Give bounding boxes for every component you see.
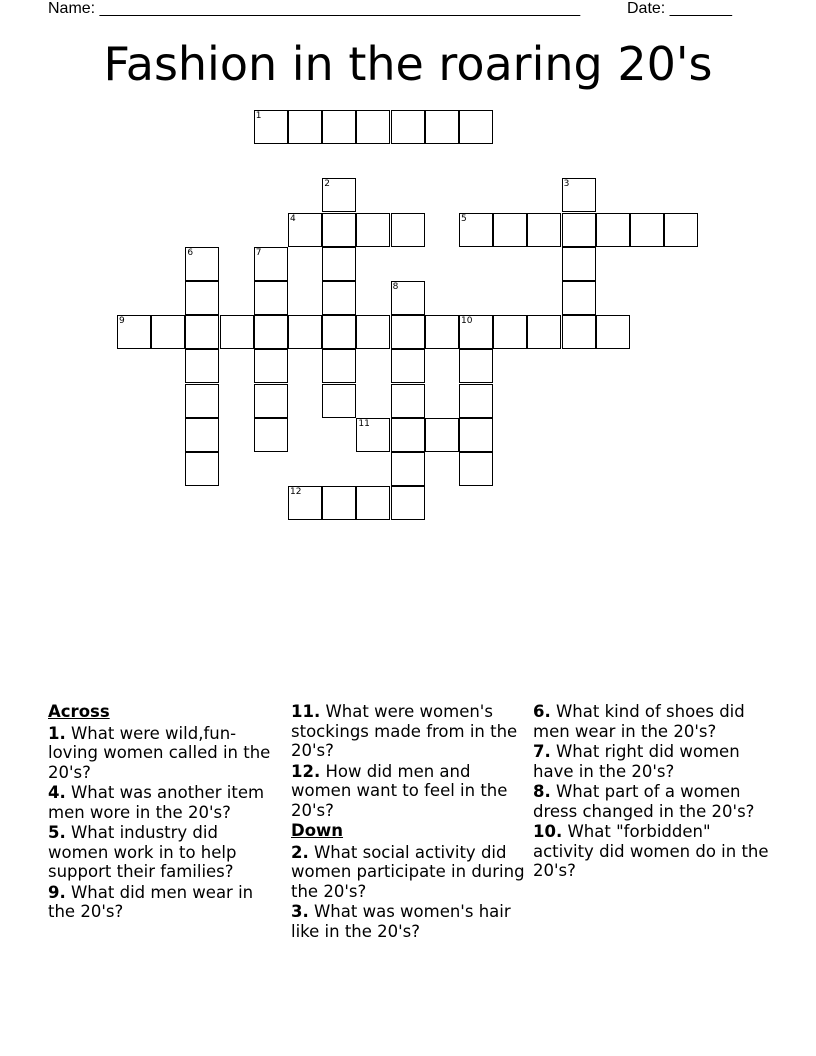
crossword-cell[interactable] bbox=[459, 384, 493, 418]
clue-across-1 bbox=[48, 724, 280, 783]
cell-number: 7 bbox=[255, 247, 262, 258]
cell-number: 3 bbox=[563, 179, 570, 190]
crossword-cell[interactable] bbox=[288, 213, 322, 247]
name-field-label: Name: ______________________________________________________ bbox=[48, 0, 581, 17]
clue-text: What were women's stockings made from in the 20's? bbox=[291, 702, 518, 760]
clue-down-6 bbox=[533, 702, 773, 741]
cell-number: 10 bbox=[461, 316, 473, 327]
cell-number: 8 bbox=[392, 282, 399, 292]
crossword-cell[interactable] bbox=[322, 247, 356, 281]
clue-text: What social activity did women participate in during the 20's? bbox=[291, 842, 525, 901]
clue-number: 11. bbox=[291, 702, 321, 721]
crossword-cell[interactable] bbox=[493, 213, 527, 247]
clue-across-11 bbox=[291, 702, 527, 761]
crossword-cell[interactable] bbox=[185, 315, 219, 349]
clue-across-5 bbox=[48, 823, 280, 882]
crossword-cell[interactable] bbox=[459, 213, 493, 247]
clue-text: What was women's hair like in the 20's? bbox=[291, 902, 511, 941]
crossword-cell[interactable] bbox=[322, 281, 356, 315]
clue-text: How did men and women want to feel in the 20's? bbox=[291, 761, 508, 820]
crossword-cell[interactable] bbox=[117, 315, 151, 349]
crossword-cell[interactable] bbox=[391, 315, 425, 349]
clue-number: 4. bbox=[48, 783, 66, 802]
crossword-cell[interactable] bbox=[254, 418, 288, 452]
clue-number: 7. bbox=[533, 742, 551, 761]
crossword-cell[interactable] bbox=[459, 452, 493, 486]
crossword-cell[interactable] bbox=[185, 247, 219, 281]
clues-column-2 bbox=[291, 702, 527, 942]
crossword-cell[interactable] bbox=[493, 315, 527, 349]
page-title: Fashion in the roaring 20's bbox=[103, 37, 713, 91]
crossword-cell[interactable] bbox=[459, 349, 493, 383]
clue-number: 5. bbox=[48, 823, 66, 842]
clue-number: 2. bbox=[291, 842, 309, 862]
clue-number: 1. bbox=[48, 723, 66, 743]
crossword-cell[interactable] bbox=[562, 178, 596, 212]
crossword-cell[interactable] bbox=[562, 247, 596, 281]
clue-number: 9. bbox=[48, 882, 66, 902]
cell-number: 12 bbox=[290, 487, 302, 498]
clue-text: What kind of shoes did men wear in the 20's? bbox=[533, 702, 745, 741]
crossword-cell[interactable] bbox=[322, 178, 356, 212]
crossword-cell[interactable] bbox=[322, 349, 356, 383]
crossword-cell[interactable] bbox=[322, 110, 356, 144]
across-heading: Across bbox=[48, 702, 110, 721]
clue-text: What "forbidden" activity did women do in the 20's? bbox=[533, 822, 769, 880]
crossword-cell[interactable] bbox=[391, 110, 425, 144]
clue-down-3 bbox=[291, 902, 527, 941]
crossword-cell[interactable] bbox=[425, 315, 459, 349]
crossword-cell[interactable] bbox=[254, 349, 288, 383]
crossword-cell[interactable] bbox=[322, 213, 356, 247]
cell-number: 4 bbox=[290, 213, 296, 224]
crossword-cell[interactable] bbox=[391, 384, 425, 418]
cell-number: 9 bbox=[119, 316, 125, 327]
crossword-cell[interactable] bbox=[254, 384, 288, 418]
clue-text: What industry did women work in to help support their families? bbox=[48, 823, 237, 881]
clue-number: 10. bbox=[533, 822, 563, 841]
crossword-cell[interactable] bbox=[185, 281, 219, 315]
crossword-cell[interactable] bbox=[425, 110, 459, 144]
crossword-cell[interactable] bbox=[459, 315, 493, 349]
clue-text: What were wild,fun-loving women called in the 20's? bbox=[48, 723, 271, 782]
clue-across-12 bbox=[291, 762, 527, 821]
crossword-cell[interactable] bbox=[254, 110, 288, 144]
crossword-cell[interactable] bbox=[322, 486, 356, 520]
clue-number: 8. bbox=[533, 782, 551, 801]
crossword-cell[interactable] bbox=[254, 315, 288, 349]
date-field-label: Date: _______ bbox=[627, 0, 732, 17]
crossword-cell[interactable] bbox=[425, 418, 459, 452]
crossword-cell[interactable] bbox=[185, 418, 219, 452]
cell-number: 11 bbox=[358, 418, 370, 429]
crossword-cell[interactable] bbox=[322, 384, 356, 418]
crossword-cell[interactable] bbox=[151, 315, 185, 349]
crossword-cell[interactable] bbox=[254, 281, 288, 315]
crossword-cell[interactable] bbox=[527, 213, 561, 247]
crossword-cell[interactable] bbox=[220, 315, 254, 349]
clue-text: What part of a women dress changed in the 20's? bbox=[533, 782, 755, 821]
crossword-cell[interactable] bbox=[391, 418, 425, 452]
cell-number: 1 bbox=[255, 111, 262, 121]
crossword-cell[interactable] bbox=[527, 315, 561, 349]
cell-number: 5 bbox=[461, 213, 467, 224]
crossword-cell[interactable] bbox=[596, 315, 630, 349]
crossword-cell[interactable] bbox=[185, 349, 219, 383]
clue-down-7 bbox=[533, 742, 773, 781]
crossword-cell[interactable] bbox=[356, 213, 390, 247]
clues-column-3 bbox=[533, 702, 773, 882]
cell-number: 2 bbox=[324, 179, 330, 190]
clue-number: 3. bbox=[291, 902, 309, 921]
crossword-cell[interactable] bbox=[254, 247, 288, 281]
crossword-cell[interactable] bbox=[459, 110, 493, 144]
crossword-cell[interactable] bbox=[322, 315, 356, 349]
cell-number: 6 bbox=[187, 247, 194, 258]
crossword-cell[interactable] bbox=[356, 418, 390, 452]
crossword-cell[interactable] bbox=[288, 486, 322, 520]
clue-number: 6. bbox=[533, 702, 551, 721]
down-heading: Down bbox=[291, 821, 344, 840]
clue-text: What was another item men wore in the 20's? bbox=[48, 783, 265, 822]
crossword-cell[interactable] bbox=[459, 418, 493, 452]
clue-text: What did men wear in the 20's? bbox=[48, 882, 254, 921]
crossword-cell[interactable] bbox=[356, 315, 390, 349]
crossword-cell[interactable] bbox=[562, 315, 596, 349]
crossword-cell[interactable] bbox=[288, 110, 322, 144]
clue-down-10 bbox=[533, 822, 773, 881]
crossword-cell[interactable] bbox=[185, 384, 219, 418]
crossword-cell[interactable] bbox=[596, 213, 630, 247]
crossword-cell[interactable] bbox=[664, 213, 698, 247]
clue-down-8 bbox=[533, 782, 773, 821]
crossword-cell[interactable] bbox=[356, 110, 390, 144]
crossword-cell[interactable] bbox=[391, 281, 425, 315]
crossword-cell[interactable] bbox=[562, 281, 596, 315]
clue-text: What right did women have in the 20's? bbox=[533, 742, 740, 781]
crossword-cell[interactable] bbox=[288, 315, 322, 349]
crossword-cell[interactable] bbox=[391, 452, 425, 486]
crossword-cell[interactable] bbox=[630, 213, 664, 247]
clues-column-1 bbox=[48, 702, 280, 923]
clue-down-2 bbox=[291, 843, 527, 902]
clue-across-4 bbox=[48, 783, 280, 822]
crossword-cell[interactable] bbox=[356, 486, 390, 520]
crossword-cell[interactable] bbox=[185, 452, 219, 486]
crossword-cell[interactable] bbox=[562, 213, 596, 247]
clue-number: 12. bbox=[291, 761, 321, 781]
crossword-cell[interactable] bbox=[391, 349, 425, 383]
crossword-cell[interactable] bbox=[391, 486, 425, 520]
crossword-cell[interactable] bbox=[391, 213, 425, 247]
clue-across-9 bbox=[48, 883, 280, 922]
